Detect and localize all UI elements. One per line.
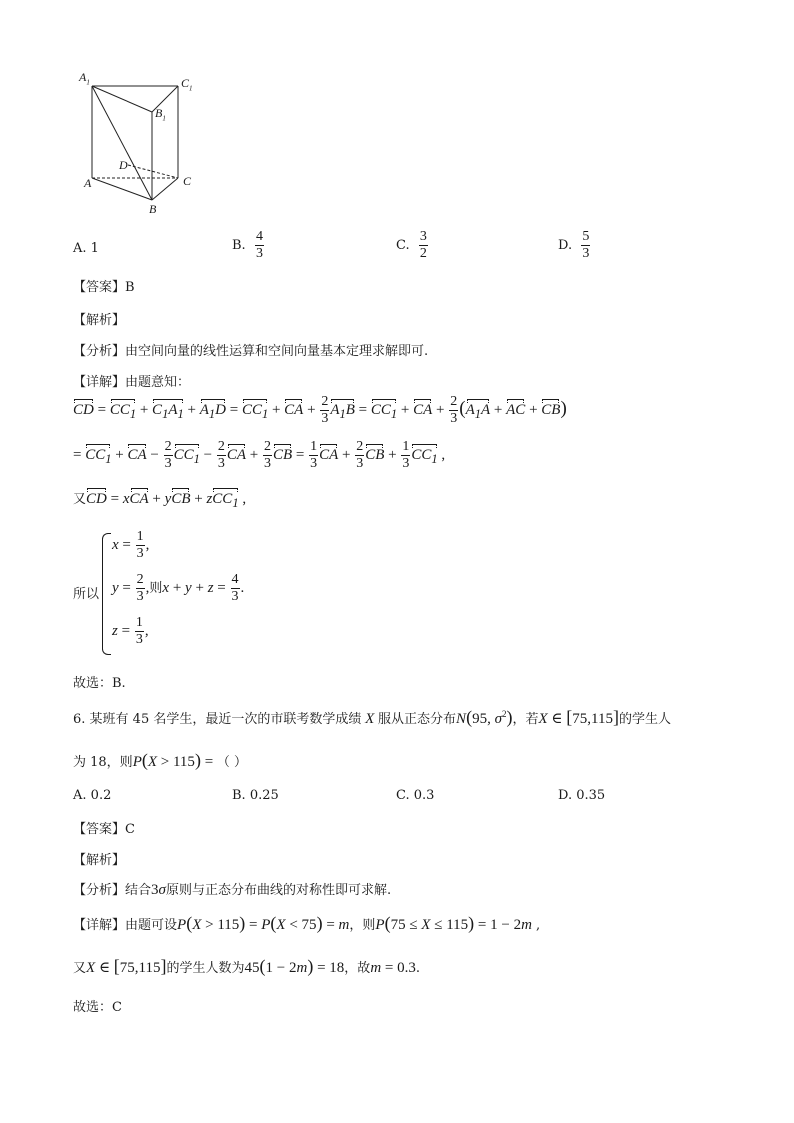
- label-c: C: [183, 174, 192, 188]
- q6-detail: 【详解】由题可设P(X > 115) = P(X < 75) = m，则P(75 ≤ X ≤ 115) = 1 − 2m ,: [73, 913, 541, 933]
- system-brace: [102, 533, 111, 655]
- label-b1: B: [155, 106, 163, 120]
- system-x: x = $\frac{1}{3}$ ,: [112, 529, 150, 561]
- system-y: y = $\frac{2}{3}$ ,则x + y + z = $\frac{4}{3}$ .: [112, 572, 245, 604]
- label-a: A: [84, 176, 92, 190]
- label-b: B: [149, 202, 157, 216]
- q5-suoyi: 所以: [73, 587, 100, 602]
- q5-option-b: B. $\frac{4}{3}$: [232, 229, 263, 261]
- q5-eq-line1: CD = $CC_1 + C_1A_1 + A_1D = CC_1$ + CA + $\frac{2}{3}$ $A_1B = CC_1$ + CA + $\frac{2}{3}$ ($A_1A$ + AC + CB): [73, 394, 567, 426]
- q6-stem-line1: 6. 某班有 45 名学生，最近一次的市联考数学成绩 X 服从正态分布N(95, $\sigma^2$)，若X ∈ [75,115]的学生人: [73, 707, 671, 727]
- q5-fenxi: 【分析】由空间向量的线性运算和空间向量基本定理求解即可.: [73, 344, 429, 359]
- q6-fenxi: 【分析】结合3σ原则与正态分布曲线的对称性即可求解.: [73, 882, 392, 898]
- q5-conclusion: 故选：B.: [73, 676, 126, 691]
- q5-option-d: D. $\frac{5}{3}$: [558, 229, 590, 261]
- q5-option-a: A. 1: [73, 241, 99, 256]
- q5-option-c: C. $\frac{3}{2}$: [396, 229, 427, 261]
- q6-conclusion: 故选：C: [73, 1000, 122, 1015]
- q6-detail-2: 又X ∈ [75,115]的学生人数为45(1 − 2m) = 18，故m = 0.3.: [73, 956, 421, 976]
- q5-analysis-label: 【解析】: [73, 313, 126, 328]
- q5-detail: 【详解】由题意知：: [73, 375, 191, 390]
- q6-option-d: D. 0.35: [558, 788, 606, 803]
- q6-analysis-label: 【解析】: [73, 853, 126, 868]
- q6-option-b: B. 0.25: [232, 788, 279, 803]
- q6-option-a: A. 0.2: [73, 788, 112, 803]
- prism-figure: $A_1$ $C_1$ $B_1$ D A B C: [70, 70, 210, 220]
- q6-option-c: C. 0.3: [396, 788, 435, 803]
- q6-stem-line2: 为 18，则P(X > 115) = （ ）: [73, 750, 248, 770]
- label-c1: C: [181, 76, 190, 90]
- q5-eq-line3: 又CD = xCA + yCB + zCC$_1$ ,: [73, 491, 247, 510]
- label-a1: A: [79, 70, 87, 84]
- q6-answer: 【答案】C: [73, 822, 135, 837]
- q5-eq-line2: = $CC_1$ + CA − $\frac{2}{3}$ $CC_1$ − $\frac{2}{3}$ CA + $\frac{2}{3}$ CB = $\frac{1}{3}$ CA + $\frac{2}{3}$ CB + $\frac{1}{3}$ $CC_1$ ,: [73, 439, 446, 471]
- system-z: z = $\frac{1}{3}$ ,: [112, 615, 149, 647]
- q5-answer: 【答案】B: [73, 280, 135, 295]
- label-d: D: [119, 158, 128, 172]
- prism-diagram: [70, 70, 210, 220]
